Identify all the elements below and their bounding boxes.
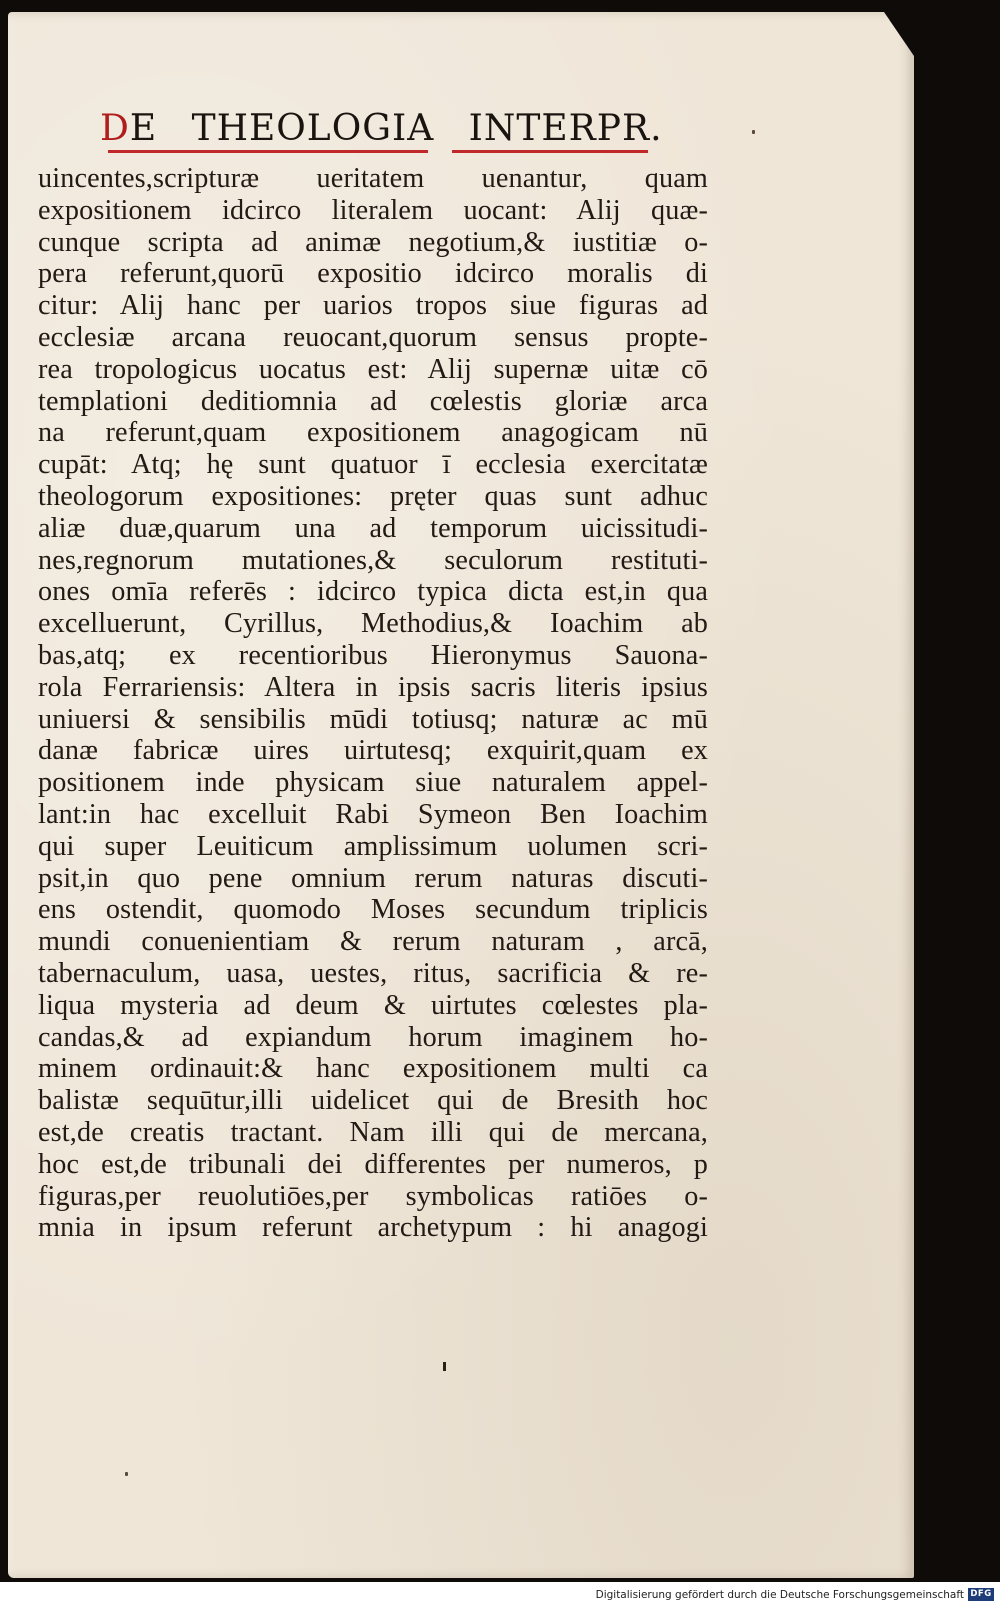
text-line: balistæ sequūtur,illi uidelicet qui de Bresith hoc <box>38 1085 708 1117</box>
running-head-word-1: DE <box>100 108 158 149</box>
text-line: uniuersi & sensibilis mūdi totiusq; naturæ ac mū <box>38 703 708 735</box>
text-line: theologorum expositiones: pręter quas sunt adhuc <box>38 480 708 512</box>
text-line: figuras,per reuolutiōes,per symbolicas ratiōes o- <box>38 1180 708 1212</box>
running-head <box>100 108 740 164</box>
text-line: expositionem idcirco literalem uocant: Alij quæ- <box>38 194 708 226</box>
text-line: bas,atq; ex recentioribus Hieronymus Sauona- <box>38 639 708 671</box>
text-line: positionem inde physicam siue naturalem appel- <box>38 767 708 799</box>
text-line: hoc est,de tribunali dei differentes per numeros, p <box>38 1148 708 1180</box>
running-head-underline-right <box>452 150 648 153</box>
text-line: pera referunt,quorū expositio idcirco moralis di <box>38 258 708 290</box>
text-line: est,de creatis tractant. Nam illi qui de mercana, <box>38 1116 708 1148</box>
text-line: ones omīa referēs : idcirco typica dicta est,in qua <box>38 576 708 608</box>
text-line: danæ fabricæ uires uirtutesq; exquirit,quam ex <box>38 735 708 767</box>
text-line: nes,regnorum mutationes,& seculorum restituti- <box>38 544 708 576</box>
text-line: na referunt,quam expositionem anagogicam nū <box>38 417 708 449</box>
text-line: uincentes,scripturæ ueritatem uenantur, quam <box>38 163 708 194</box>
body-text <box>38 163 708 1244</box>
text-line: psit,in quo pene omnium rerum naturas discuti- <box>38 862 708 894</box>
paper-speck <box>125 1472 128 1476</box>
text-line: templationi deditiomnia ad cœlestis gloriæ arca <box>38 385 708 417</box>
text-line: aliæ duæ,quarum una ad temporum uicissitudi- <box>38 512 708 544</box>
running-head-underline-left <box>108 150 428 153</box>
text-line: cupāt: Atq; hę sunt quatuor ī ecclesia exercitatæ <box>38 449 708 481</box>
paper-speck <box>752 130 755 134</box>
running-head-word-2: THEOLOGIA <box>191 108 435 149</box>
page-corner-fold <box>884 12 914 56</box>
text-line: citur: Alij hanc per uarios tropos siue figuras ad <box>38 290 708 322</box>
text-line: rea tropologicus uocatus est: Alij supernæ uitæ cō <box>38 353 708 385</box>
text-line: minem ordinauit:& hanc expositionem multi ca <box>38 1053 708 1085</box>
signature-mark <box>443 1362 446 1371</box>
running-head-word-3: INTERPR. <box>468 108 663 149</box>
text-line: mnia in ipsum referunt archetypum : hi anagogi <box>38 1212 708 1244</box>
dfg-logo: DFG <box>968 1588 994 1601</box>
text-line: qui super Leuiticum amplissimum uolumen scri- <box>38 830 708 862</box>
text-line: lant:in hac excelluit Rabi Symeon Ben Ioachim <box>38 798 708 830</box>
text-line: candas,& ad expiandum horum imaginem ho- <box>38 1021 708 1053</box>
text-line: ens ostendit, quomodo Moses secundum triplicis <box>38 894 708 926</box>
text-line: rola Ferrariensis: Altera in ipsis sacris literis ipsius <box>38 671 708 703</box>
text-line: ecclesiæ arcana reuocant,quorum sensus propte- <box>38 321 708 353</box>
footer-credit: Digitalisierung gefördert durch die Deutsche Forschungsgemeinschaft <box>595 1589 964 1601</box>
text-line: excelluerunt, Cyrillus, Methodius,& Ioachim ab <box>38 608 708 640</box>
text-line: tabernaculum, uasa, uestes, ritus, sacrificia & re- <box>38 957 708 989</box>
text-line: mundi conuenientiam & rerum naturam , arcā, <box>38 926 708 958</box>
text-line: liqua mysteria ad deum & uirtutes cœlestes pla- <box>38 989 708 1021</box>
text-line: cunque scripta ad animæ negotium,& iustitiæ o- <box>38 226 708 258</box>
